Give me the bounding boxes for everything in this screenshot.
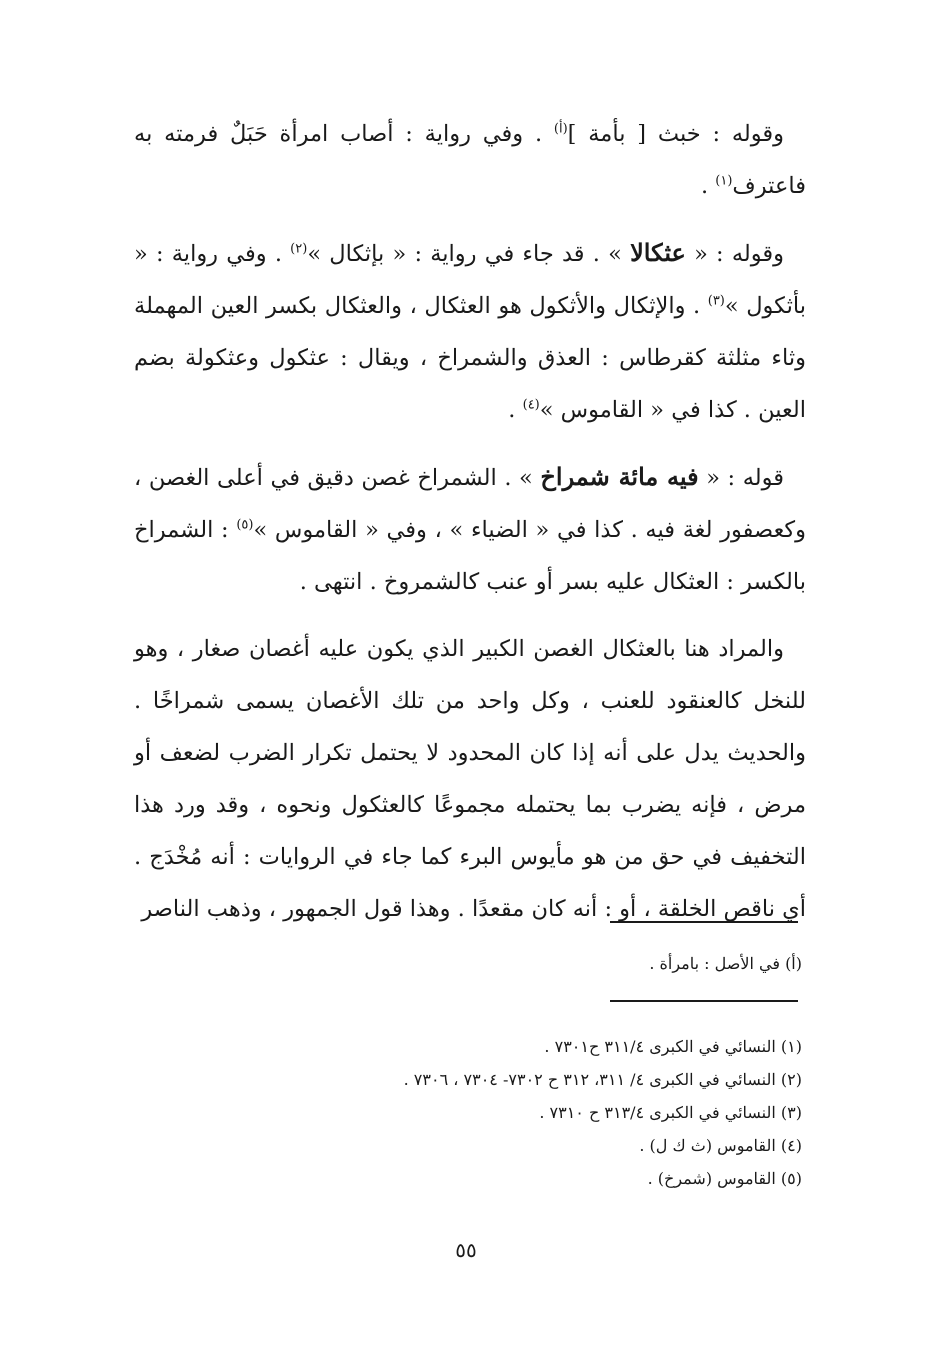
main-text [134,108,806,950]
footnote-list [122,1030,802,1195]
editorial-footnote: (أ) في الأصل : بامرأة . [649,954,802,973]
footnote-divider-top [610,921,798,923]
paragraph-4-text: والمراد هنا بالعثكال الغصن الكبير الذي يكون عليه أغصان صغار ، وهو للنخل كالعنقود للعنب ، وكل واحد من تلك الأغصان يسمى شمراخًا . والحديث يدل على أنه إذا كان المحدود لا يحتمل تكرار الضرب لضعف أو مرض ، فإنه يضرب بما يحتمله مجموعًا كالعثكول ونحوه ، وقد ورد هذا التخفيف في حق من هو مأيوس البرء كما جاء في الروايات : أنه مُخْدَج . أي ناقص الخلقة ، أو : أنه كان مقعدًا . وهذا قول الجمهور ، وذهب الناصر [134,636,806,922]
paragraph-1 [134,108,806,212]
paragraph-2-text-e: . [508,397,523,423]
paragraph-3-text-a: قوله : « [698,465,784,491]
footnote-item: (٣) النسائي في الكبرى ٣١٣/٤ ح ٧٣١٠ . [539,1103,802,1122]
footnote-item: (٤) القاموس (ث ك ل) . [639,1136,802,1155]
footnote-ref-4[interactable]: (٤) [522,397,540,413]
paragraph-2-text-b: » . قد جاء في رواية : « بإثكال » [307,241,631,267]
paragraph-4 [134,623,806,935]
footnote-ref-a[interactable]: (أ) [553,121,568,137]
paragraph-3-text-b: » . الشمراخ غصن دقيق في أعلى الغصن ، وكعصفور لغة فيه . كذا في « الضياء » ، وفي « القاموس » [134,465,806,543]
footnote-ref-5[interactable]: (٥) [236,517,254,533]
paragraph-3 [134,451,806,608]
paragraph-2-text-d: . والإثكال والأثكول هو العثكال ، والعثكال بكسر العين المهملة وثاء مثلثة كقرطاس : العذق والشمراخ ، ويقال : عثكول وعثكولة بضم العين . كذا في « القاموس » [134,293,806,423]
paragraph-1-text-b: . وفي رواية : أصاب امرأة حَبَلٌ فرمته به فاعترف [134,121,806,199]
paragraph-3-text-c: : الشمراخ بالكسر : العثكال عليه بسر أو عنب كالشمروخ . انتهى . [134,517,806,595]
paragraph-1-text-a: وقوله : خبث [ بأمة ] [567,121,784,147]
page-number: ٥٥ [455,1238,477,1262]
paragraph-1-text-c: . [700,173,716,199]
paragraph-2 [134,227,806,436]
footnote-item: (٥) القاموس (شمرخ) . [647,1169,802,1188]
footnote-ref-2[interactable]: (٢) [290,241,308,257]
paragraph-2-term: عثكالا [630,238,686,267]
paragraph-3-term: فيه مائة شمراخ [540,462,699,491]
paragraph-2-text-c: . وفي رواية : « بأثكول » [134,241,806,319]
footnote-item: (٢) النسائي في الكبرى ٤/ ٣١١، ٣١٢ ح ٧٣٠٢- ٧٣٠٤ ، ٧٣٠٦ . [403,1070,802,1089]
footnote-ref-1[interactable]: (١) [715,173,733,189]
footnote-ref-3[interactable]: (٣) [707,293,725,309]
footnote-divider-bottom [610,1000,798,1002]
footnote-item: (١) النسائي في الكبرى ٣١١/٤ ح٧٣٠١ . [544,1037,802,1056]
paragraph-2-text-a: وقوله : « [685,241,784,267]
